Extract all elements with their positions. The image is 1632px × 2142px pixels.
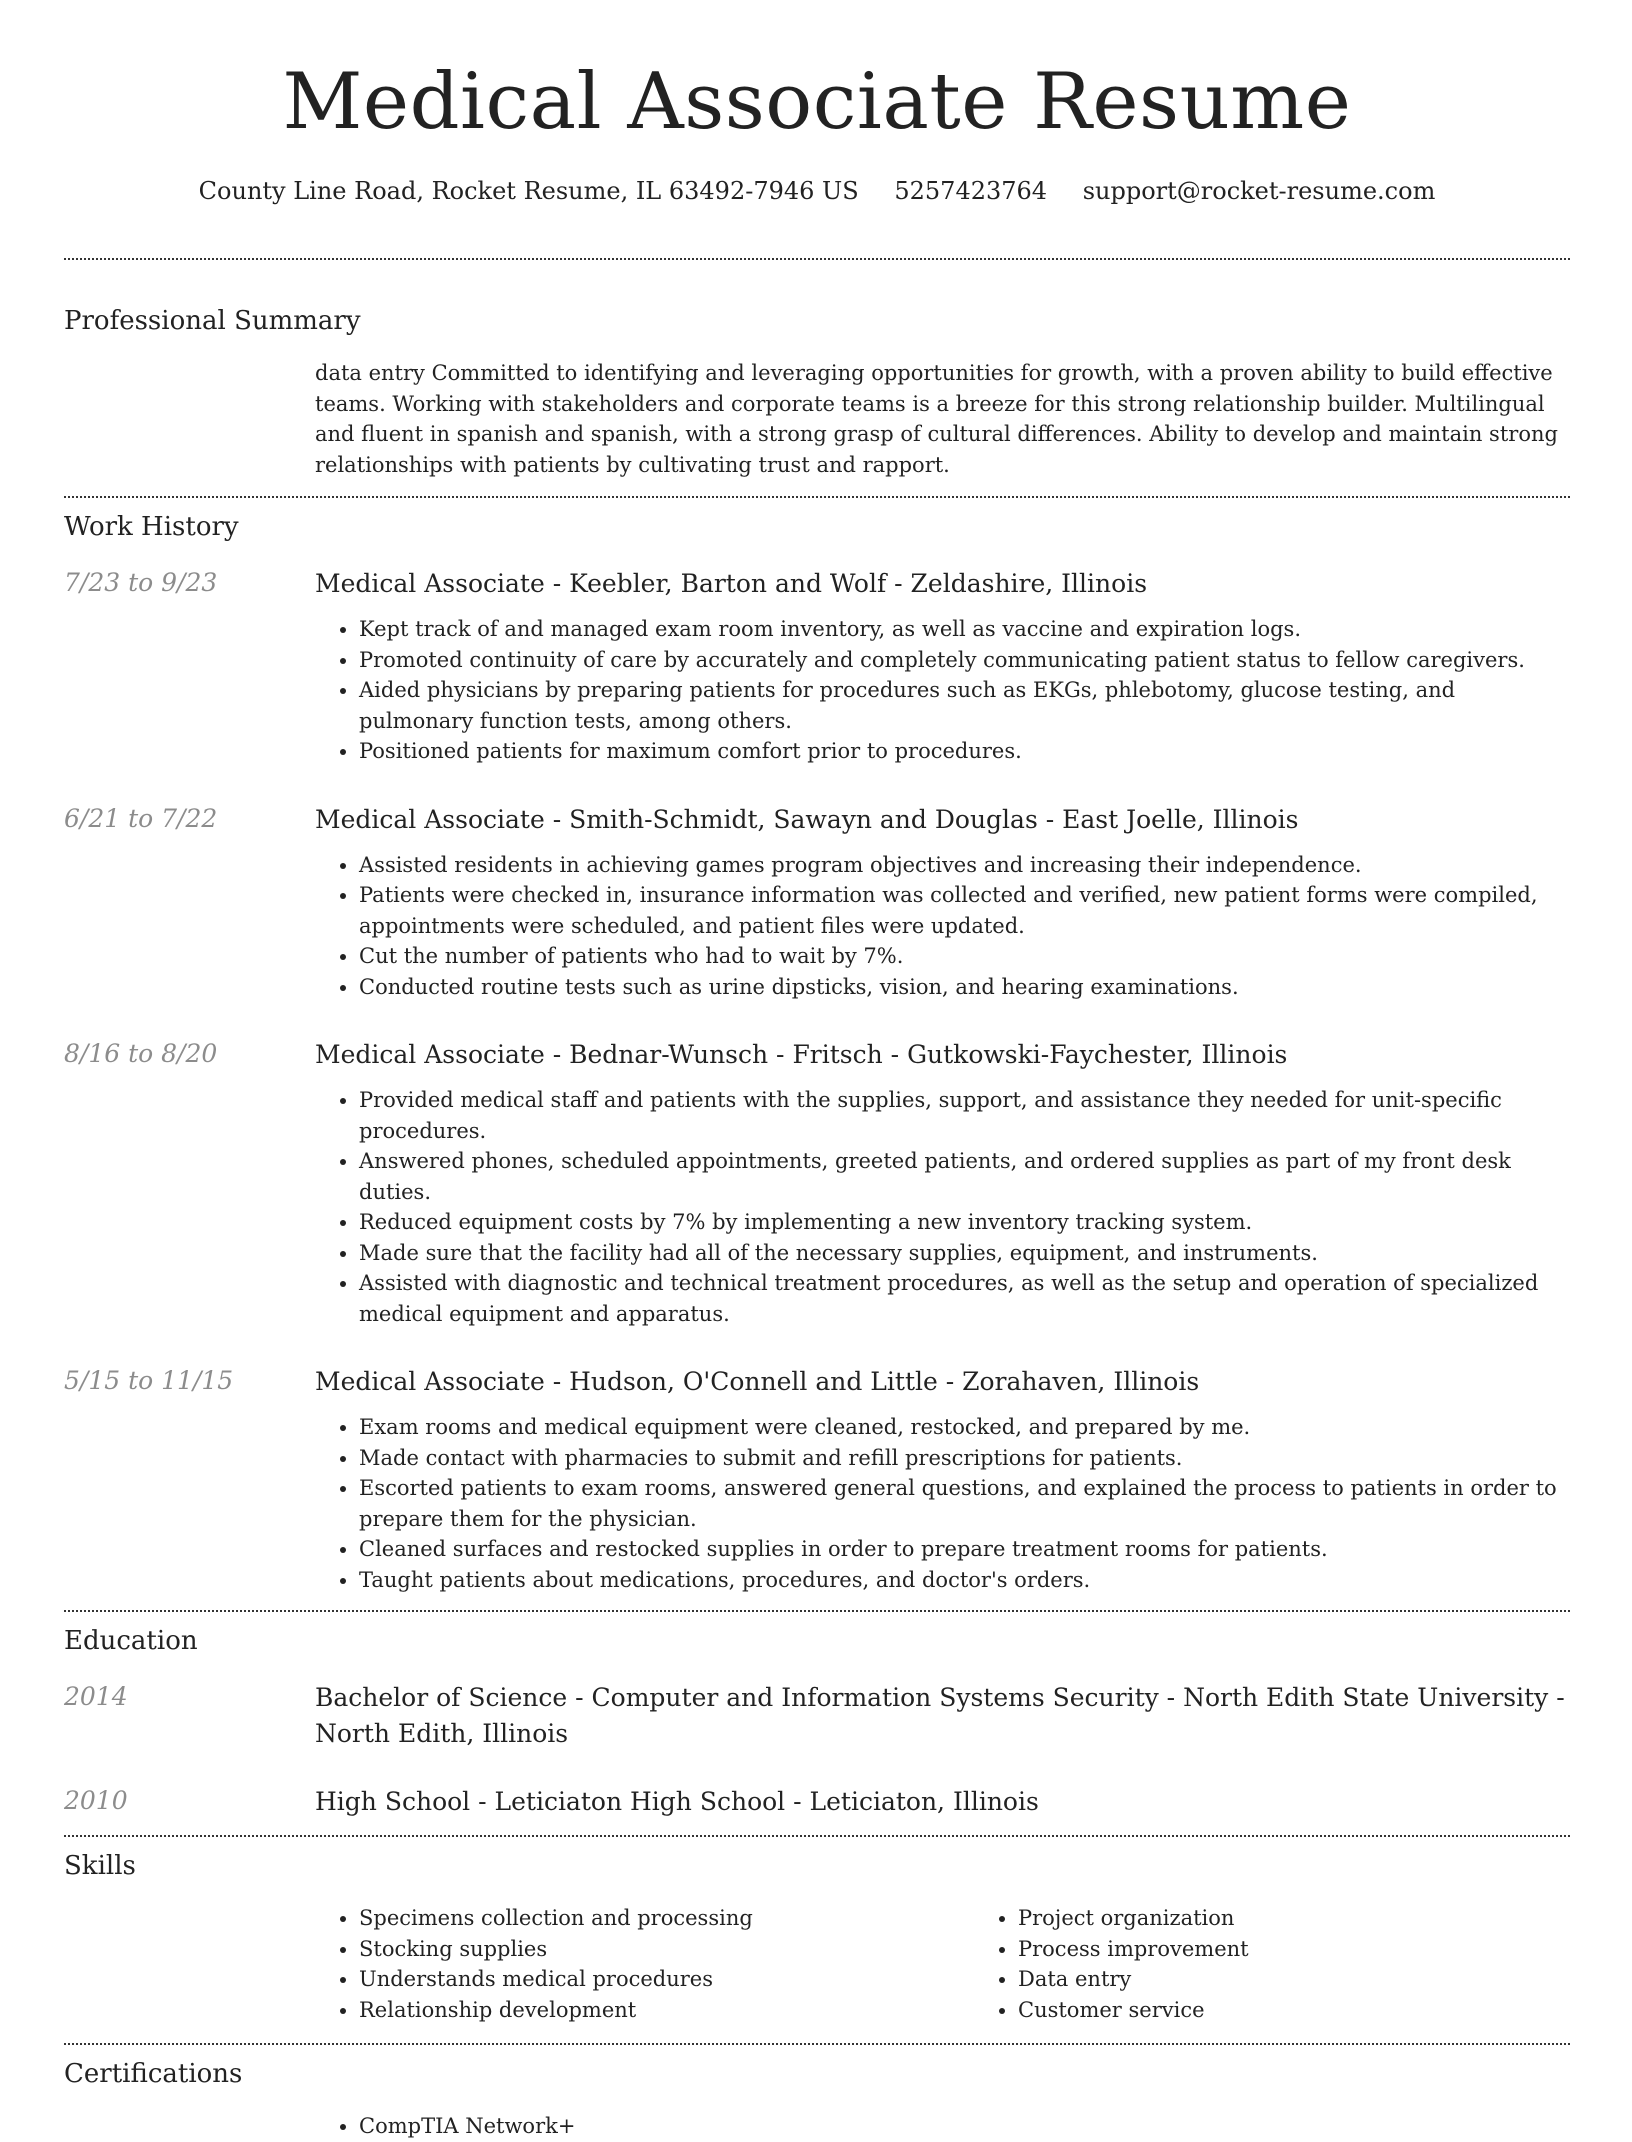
job-bullets xyxy=(315,1085,1570,1329)
certifications-list xyxy=(315,2111,1570,2142)
list-item: • Specimens collection and processing xyxy=(359,1903,974,1934)
skills-heading: Skills xyxy=(64,1851,136,1881)
job-dates: 5/15 to 11/15 xyxy=(64,1366,234,1395)
list-item: • Process improvement xyxy=(1018,1934,1632,1965)
contact-address: County Line Road, Rocket Resume, IL 63492-7946 US xyxy=(198,177,859,205)
divider xyxy=(64,2043,1570,2045)
list-item: • Made sure that the facility had all of the necessary supplies, equipment, and instruments. xyxy=(359,1238,1570,1269)
education-heading: Education xyxy=(64,1626,198,1656)
job-title: Medical Associate - Smith-Schmidt, Sawayn and Douglas - East Joelle, Illinois xyxy=(315,804,1299,834)
list-item: • Provided medical staff and patients with the supplies, support, and assistance they needed for unit-specific procedures. xyxy=(359,1085,1570,1146)
list-item: • Reduced equipment costs by 7% by implementing a new inventory tracking system. xyxy=(359,1207,1570,1238)
education-title: Bachelor of Science - Computer and Information Systems Security - North Edith State University - North Edith, Illinois xyxy=(315,1683,1565,1748)
job-dates: 6/21 to 7/22 xyxy=(64,803,218,833)
divider xyxy=(64,1835,1570,1837)
education-entry xyxy=(64,1680,1570,1752)
list-item: • Kept track of and managed exam room inventory, as well as vaccine and expiration logs. xyxy=(359,614,1570,645)
education-title: High School - Leticiaton High School - Leticiaton, Illinois xyxy=(315,1787,1039,1816)
page-title: Medical Associate Resume xyxy=(282,57,1352,147)
job-bullets xyxy=(315,850,1570,1003)
job-entry xyxy=(64,1364,1570,1595)
skills-column-left xyxy=(315,1903,974,2025)
list-item: • Stocking supplies xyxy=(359,1934,974,1965)
list-item: • Patients were checked in, insurance information was collected and verified, new patient forms were compiled, appointments were scheduled, and patient files were updated. xyxy=(359,880,1570,941)
job-title: Medical Associate - Hudson, O'Connell and Little - Zorahaven, Illinois xyxy=(315,1367,1200,1396)
skills-list xyxy=(315,1903,1632,2025)
job-title: Medical Associate - Bednar-Wunsch - Fritsch - Gutkowski-Faychester, Illinois xyxy=(315,1040,1288,1069)
summary-heading: Professional Summary xyxy=(64,306,361,336)
divider xyxy=(64,1610,1570,1612)
list-item: • Assisted with diagnostic and technical treatment procedures, as well as the setup and operation of specialized medical equipment and apparatus. xyxy=(359,1268,1570,1329)
list-item: • Project organization xyxy=(1018,1903,1632,1934)
contact-phone: 5257423764 xyxy=(894,177,1048,205)
list-item: • Conducted routine tests such as urine dipsticks, vision, and hearing examinations. xyxy=(359,972,1570,1003)
job-entry xyxy=(64,566,1570,767)
list-item: • Assisted residents in achieving games program objectives and increasing their independence. xyxy=(359,850,1570,881)
list-item: • Cut the number of patients who had to wait by 7%. xyxy=(359,941,1570,972)
job-dates: 8/16 to 8/20 xyxy=(64,1039,218,1068)
list-item: • Answered phones, scheduled appointments, greeted patients, and ordered supplies as part of my front desk duties. xyxy=(359,1146,1570,1207)
job-bullets xyxy=(315,1412,1570,1595)
job-dates: 7/23 to 9/23 xyxy=(64,568,218,597)
work-history-heading: Work History xyxy=(64,512,239,542)
job-bullets xyxy=(315,614,1570,767)
list-item: • Customer service xyxy=(1018,1995,1632,2026)
resume-page xyxy=(64,0,1570,2142)
education-entry xyxy=(64,1784,1570,1820)
list-item: • Cleaned surfaces and restocked supplies in order to prepare treatment rooms for patients. xyxy=(359,1534,1570,1565)
list-item: • Taught patients about medications, procedures, and doctor's orders. xyxy=(359,1565,1570,1596)
contact-email: support@rocket-resume.com xyxy=(1082,177,1436,205)
education-year: 2014 xyxy=(64,1682,128,1711)
list-item: • Promoted continuity of care by accurately and completely communicating patient status to fellow caregivers. xyxy=(359,645,1570,676)
list-item: • Relationship development xyxy=(359,1995,974,2026)
divider xyxy=(64,258,1570,260)
education-year: 2010 xyxy=(64,1786,128,1815)
list-item: • Understands medical procedures xyxy=(359,1964,974,1995)
skills-column-right xyxy=(974,1903,1632,2025)
list-item: • Exam rooms and medical equipment were cleaned, restocked, and prepared by me. xyxy=(359,1412,1570,1443)
job-entry xyxy=(64,1037,1570,1329)
list-item: • Aided physicians by preparing patients for procedures such as EKGs, phlebotomy, glucose testing, and pulmonary function tests, among others. xyxy=(359,675,1570,736)
summary-text: data entry Committed to identifying and leveraging opportunities for growth, with a proven ability to build effective teams. Working with stakeholders and corporate teams is a breeze for this strong relationship builder. Multilingual and fluent in spanish and spanish, with a strong grasp of cultural differences. Ability to develop and maintain strong relationships with patients by cultivating trust and rapport. xyxy=(315,361,1558,477)
job-title: Medical Associate - Keebler, Barton and Wolf - Zeldashire, Illinois xyxy=(315,569,1148,598)
job-entry xyxy=(64,802,1570,1003)
list-item: • Escorted patients to exam rooms, answered general questions, and explained the process to patients in order to prepare them for the physician. xyxy=(359,1473,1570,1534)
list-item: • Made contact with pharmacies to submit and refill prescriptions for patients. xyxy=(359,1443,1570,1474)
list-item: • CompTIA Network+ xyxy=(359,2111,1570,2142)
contact-line xyxy=(64,174,1570,208)
certifications-heading: Certifications xyxy=(64,2059,243,2089)
list-item: • Data entry xyxy=(1018,1964,1632,1995)
divider xyxy=(64,496,1570,498)
list-item: • Positioned patients for maximum comfort prior to procedures. xyxy=(359,736,1570,767)
